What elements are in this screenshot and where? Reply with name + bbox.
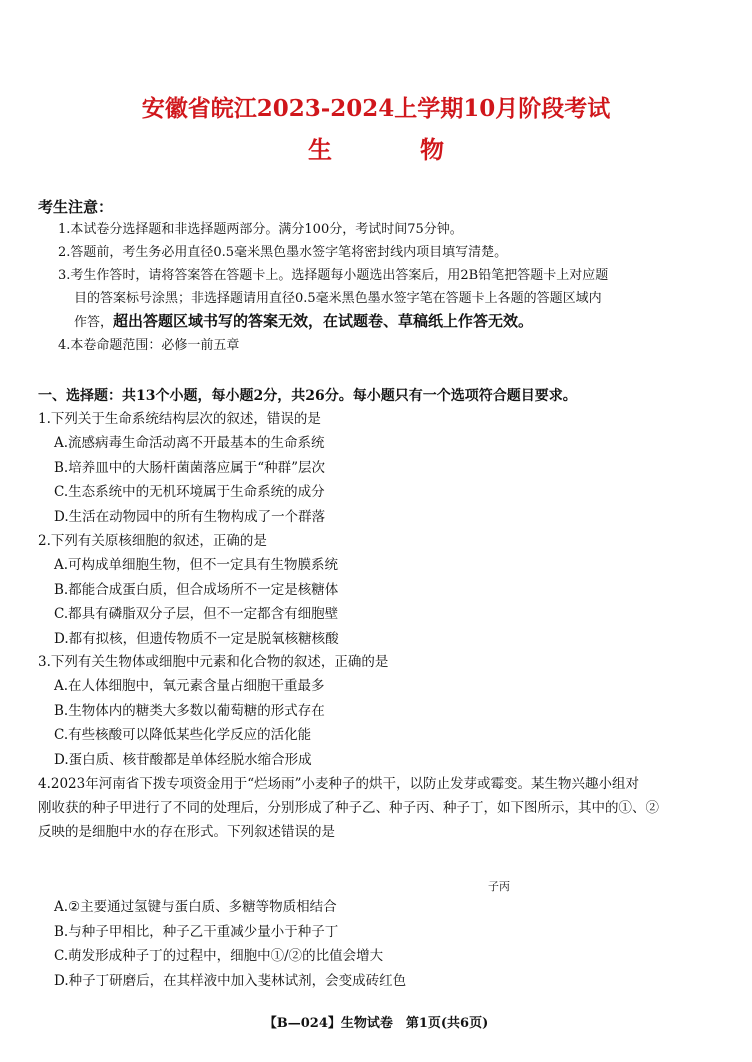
notice-heading: 考生注意： xyxy=(38,198,114,216)
option-d: D.都有拟核，但遗传物质不一定是脱氧核糖核酸 xyxy=(54,630,339,647)
option-b: B.都能合成蛋白质，但合成场所不一定是核糖体 xyxy=(54,581,339,598)
notice-bold-warning: 超出答题区域书写的答案无效，在试题卷、草稿纸上作答无效。 xyxy=(113,312,534,330)
option-d: D.蛋白质、核苷酸都是单体经脱水缩合形成 xyxy=(54,751,312,768)
notice-item-2: 2.答题前，考生务必用直径0.5毫米黑色墨水签字笔将密封线内项目填写清楚。 xyxy=(58,245,508,260)
option-a: A.在人体细胞中，氧元素含量占细胞干重最多 xyxy=(54,678,325,694)
option-d: D.种子丁研磨后，在其样液中加入斐林试剂，会变成砖红色 xyxy=(54,972,407,989)
section-heading: 一、选择题：共13个小题，每小题2分，共26分。每小题只有一个选项符合题目要求。 xyxy=(38,388,577,404)
question-4 xyxy=(38,772,728,844)
question-stem: 2.下列有关原核细胞的叙述，正确的是 xyxy=(38,533,267,549)
question-stem: 1.下列关于生命系统结构层次的叙述，错误的是 xyxy=(38,411,321,427)
notice-list xyxy=(58,218,728,357)
question-3 xyxy=(38,650,728,772)
option-d: D.生活在动物园中的所有生物构成了一个群落 xyxy=(54,508,326,525)
question-1 xyxy=(38,407,728,529)
question-4-options xyxy=(38,895,728,993)
notice-item-3-end xyxy=(58,310,728,334)
notice-item-3-cont: 目的答案标号涂黑；非选择题请用直径0.5毫米黑色墨水签字笔在答题卡上各题的答题区域内 xyxy=(74,291,602,306)
exam-title: 安徽省皖江2023-2024上学期10月阶段考试 xyxy=(141,95,611,122)
question-2 xyxy=(38,529,728,651)
page-footer: 【B—024】生物试卷 第1页(共6页) xyxy=(263,1016,489,1031)
option-a: A.流感病毒生命活动离不开最基本的生命系统 xyxy=(54,435,325,451)
notice-item-3: 3.考生作答时，请将答案答在答题卡上。选择题每小题选出答案后，用2B铅笔把答题卡上对应题 xyxy=(58,268,609,283)
notice-item-1: 1.本试卷分选择题和非选择题两部分。满分100分，考试时间75分钟。 xyxy=(58,222,463,237)
option-c: C.都具有磷脂双分子层，但不一定都含有细胞壁 xyxy=(54,606,339,622)
option-b: B.生物体内的糖类大多数以葡萄糖的形式存在 xyxy=(54,702,325,719)
option-b: B.培养皿中的大肠杆菌菌落应属于“种群”层次 xyxy=(54,459,326,476)
question-stem-line-1: 4.2023年河南省下拨专项资金用于“烂场雨”小麦种子的烘干，以防止发芽或霉变。某生物兴趣小组对 xyxy=(38,776,640,792)
notice-item-4: 4.本卷命题范围：必修一前五章 xyxy=(58,338,240,353)
subject-char-2: 物 xyxy=(420,135,444,164)
notice-item-3-tail: 作答， xyxy=(74,315,114,330)
subject-char-1: 生 xyxy=(308,135,332,164)
question-stem-line-2: 刚收获的种子甲进行了不同的处理后，分别形成了种子乙、种子丙、种子丁，如下图所示，其中的①、② xyxy=(38,800,659,816)
figure-label: 子丙 xyxy=(488,880,510,893)
question-stem: 3.下列有关生物体或细胞中元素和化合物的叙述，正确的是 xyxy=(38,654,389,670)
question-stem-line-3: 反映的是细胞中水的存在形式。下列叙述错误的是 xyxy=(38,824,335,840)
option-a: A.可构成单细胞生物，但不一定具有生物膜系统 xyxy=(54,557,339,573)
option-c: C.萌发形成种子丁的过程中，细胞中①/②的比值会增大 xyxy=(54,948,384,964)
subject-title xyxy=(0,130,752,165)
option-c: C.有些核酸可以降低某些化学反应的活化能 xyxy=(54,727,312,743)
option-a: A.②主要通过氢键与蛋白质、多糖等物质相结合 xyxy=(54,899,337,915)
option-c: C.生态系统中的无机环境属于生命系统的成分 xyxy=(54,484,325,500)
option-b: B.与种子甲相比，种子乙干重减少量小于种子丁 xyxy=(54,923,339,940)
